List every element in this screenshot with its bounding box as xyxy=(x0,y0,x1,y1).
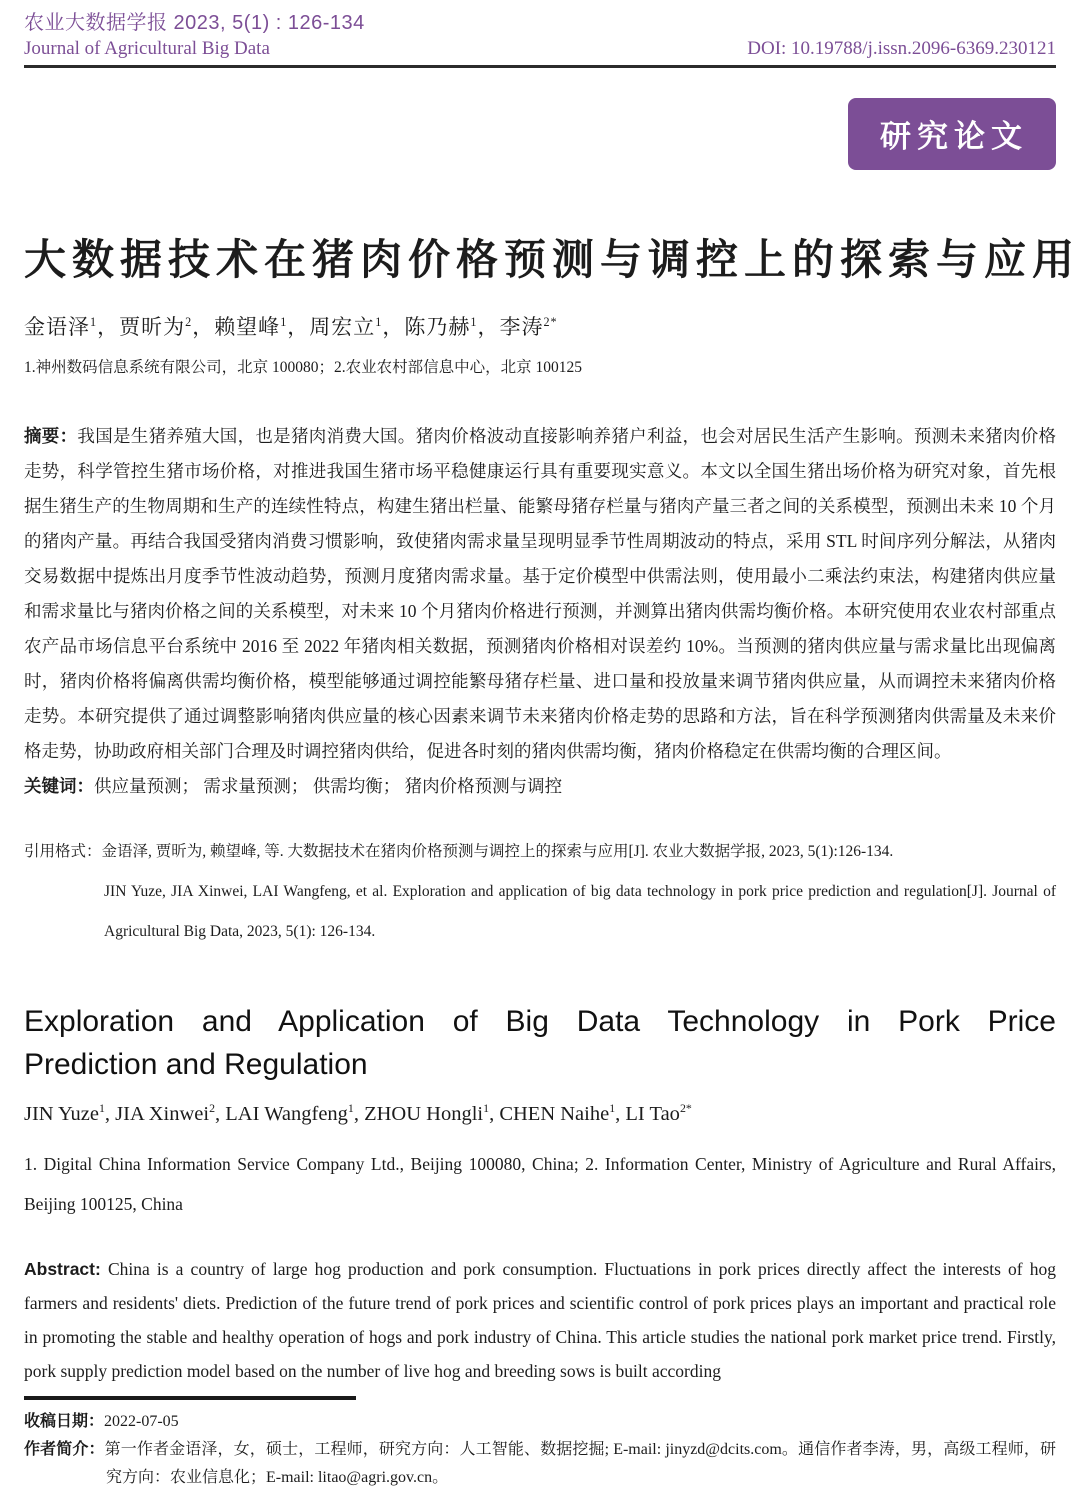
author-superscript: 1 xyxy=(90,315,98,329)
received-date-line xyxy=(24,1408,1056,1436)
author-name: 陈乃赫 xyxy=(404,315,471,339)
author-superscript: 1 xyxy=(280,315,288,329)
journal-doi: DOI: 10.19788/j.issn.2096-6369.230121 xyxy=(747,38,1056,59)
article-title-en-line1: Exploration and Application of Big Data Technology in Pork Price xyxy=(24,1005,1056,1038)
citation-block xyxy=(24,832,1056,952)
article-title-en-line2: Prediction and Regulation xyxy=(24,1048,368,1081)
journal-name-en: Journal of Agricultural Big Data xyxy=(24,38,270,59)
citation-line-cn xyxy=(24,832,1056,872)
journal-name-cn: 农业大数据学报 2023, 5(1) : 126-134 xyxy=(24,12,365,34)
authors-en: JIN Yuze$^1$, JIA Xinwei$^2$, LAI Wangfeng$^1$, ZHOU Hongli$^1$, CHEN Naihe$^1$, LI Tao$^{2*}$ xyxy=(24,1101,692,1125)
keywords-text-cn: 供应量预测； 需求量预测； 供需均衡； 猪肉价格预测与调控 xyxy=(94,776,563,796)
badge-row xyxy=(24,98,1056,170)
author-name: CHEN Naihe xyxy=(499,1103,610,1125)
author-superscript: 1 xyxy=(347,1101,354,1116)
keywords-label-cn: 关键词： xyxy=(24,776,94,796)
author-name: 李涛 xyxy=(499,315,544,339)
author-superscript: 2* xyxy=(543,315,558,329)
authors-cn: 金语泽$^1$，贾昕为$^2$，赖望峰$^1$，周宏立$^1$，陈乃赫$^1$，李涛$^{2*}$ xyxy=(24,315,558,339)
author-bio-line xyxy=(24,1436,1056,1492)
affiliations-cn: 1.神州数码信息系统有限公司，北京 100080；2.农业农村部信息中心，北京 100125 xyxy=(24,359,583,376)
author-superscript: 2 xyxy=(185,315,193,329)
author-name: 赖望峰 xyxy=(214,315,281,339)
author-superscript: 1 xyxy=(98,1101,105,1116)
footer-rule xyxy=(24,1396,356,1400)
author-name: ZHOU Hongli xyxy=(364,1103,484,1125)
author-bio-label: 作者简介： xyxy=(24,1441,105,1458)
author-name: 金语泽 xyxy=(24,315,90,339)
author-name: 周宏立 xyxy=(309,315,376,339)
author-superscript: 1 xyxy=(470,315,478,329)
citation-text-en: JIN Yuze, JIA Xinwei, LAI Wangfeng, et al. Exploration and application of big data technology in pork price prediction and regulation[J]. Journal of Agricultural Big Data, 2023, 5(1): 126-134. xyxy=(104,883,1056,940)
author-name: JIA Xinwei xyxy=(115,1103,210,1125)
abstract-en xyxy=(24,1252,1056,1388)
affiliations-en: 1. Digital China Information Service Company Ltd., Beijing 100080, China; 2. Information Center, Ministry of Agriculture and Rural Affairs, Beijing 100125, China xyxy=(24,1154,1056,1214)
author-name: 贾昕为 xyxy=(119,315,186,339)
author-name: LAI Wangfeng xyxy=(225,1103,348,1125)
abstract-label-cn: 摘要： xyxy=(24,426,78,446)
citation-text-cn: 金语泽, 贾昕为, 赖望峰, 等. 大数据技术在猪肉价格预测与调控上的探索与应用[J]. 农业大数据学报, 2023, 5(1):126-134. xyxy=(101,843,894,860)
received-date-value: 2022-07-05 xyxy=(104,1413,179,1430)
article-title-cn: 大数据技术在猪肉价格预测与调控上的探索与应用 xyxy=(24,236,1080,283)
journal-header xyxy=(24,10,1056,68)
author-superscript: 1 xyxy=(375,315,383,329)
header-rule xyxy=(24,65,1056,68)
article-type-badge: 研究论文 xyxy=(848,98,1056,170)
received-date-label: 收稿日期： xyxy=(24,1413,105,1430)
author-superscript: 1 xyxy=(609,1101,616,1116)
footer-notes xyxy=(24,1396,1056,1492)
author-name: JIN Yuze xyxy=(24,1103,99,1125)
citation-label: 引用格式： xyxy=(24,843,102,860)
author-name: LI Tao xyxy=(625,1103,680,1125)
author-superscript: 1 xyxy=(483,1101,490,1116)
author-bio-text: 第一作者金语泽，女，硕士，工程师，研究方向：人工智能、数据挖掘; E-mail: jinyzd@dcits.com。通信作者李涛，男，高级工程师，研究方向：农业信息化；E-mail: litao@agri.gov.cn。 xyxy=(104,1441,1056,1486)
abstract-label-en: Abstract: xyxy=(24,1259,101,1279)
keywords-cn xyxy=(24,769,1056,804)
abstract-cn xyxy=(24,419,1056,769)
abstract-text-cn: 我国是生猪养殖大国，也是猪肉消费大国。猪肉价格波动直接影响养猪户利益，也会对居民生活产生影响。预测未来猪肉价格走势，科学管控生猪市场价格，对推进我国生猪市场平稳健康运行具有重要现实意义。本文以全国生猪出场价格为研究对象，首先根据生猪生产的生物周期和生产的连续性特点，构建生猪出栏量、能繁母猪存栏量与猪肉产量三者之间的关系模型，预测出未来 10 个月的猪肉产量。再结合我国受猪肉消费习惯影响，致使猪肉需求量呈现明显季节性周期波动的特点，采用 STL 时间序列分解法，从猪肉交易数据中提炼出月度季节性波动趋势，预测月度猪肉需求量。基于定价模型中供需法则，使用最小二乘法约束法，构建猪肉供应量和需求量比与猪肉价格之间的关系模型，对未来 10 个月猪肉价格进行预测，并测算出猪肉供需均衡价格。本研究使用农业农村部重点农产品市场信息平台系统中 2016 至 2022 年猪肉相关数据，预测猪肉价格相对误差约 10%。当预测的猪肉供应量与需求量比出现偏离时，猪肉价格将偏离供需均衡价格，模型能够通过调控能繁母猪存栏量、进口量和投放量来调节猪肉供应量，从而调控未来猪肉价格走势。本研究提供了通过调整影响猪肉供应量的核心因素来调节未来猪肉价格走势的思路和方法，旨在科学预测猪肉供需量及未来价格走势，协助政府相关部门合理及时调控猪肉供给，促进各时刻的猪肉供需均衡，猪肉价格稳定在供需均衡的合理区间。 xyxy=(24,426,1057,761)
author-superscript: 2* xyxy=(679,1101,692,1116)
article-title-en xyxy=(24,1000,1056,1086)
journal-header-row2 xyxy=(24,36,1056,62)
abstract-text-en: China is a country of large hog production and pork consumption. Fluctuations in pork prices directly affect the interests of hog farmers and residents' diets. Prediction of the future trend of pork prices and scientific control of pork prices plays an important and practical role in promoting the stable and healthy operation of hogs and pork industry of China. This article studies the national pork market price trend. Firstly, pork supply prediction model based on the number of live hog and breeding sows is built according xyxy=(24,1259,1056,1381)
author-superscript: 2 xyxy=(209,1101,216,1116)
